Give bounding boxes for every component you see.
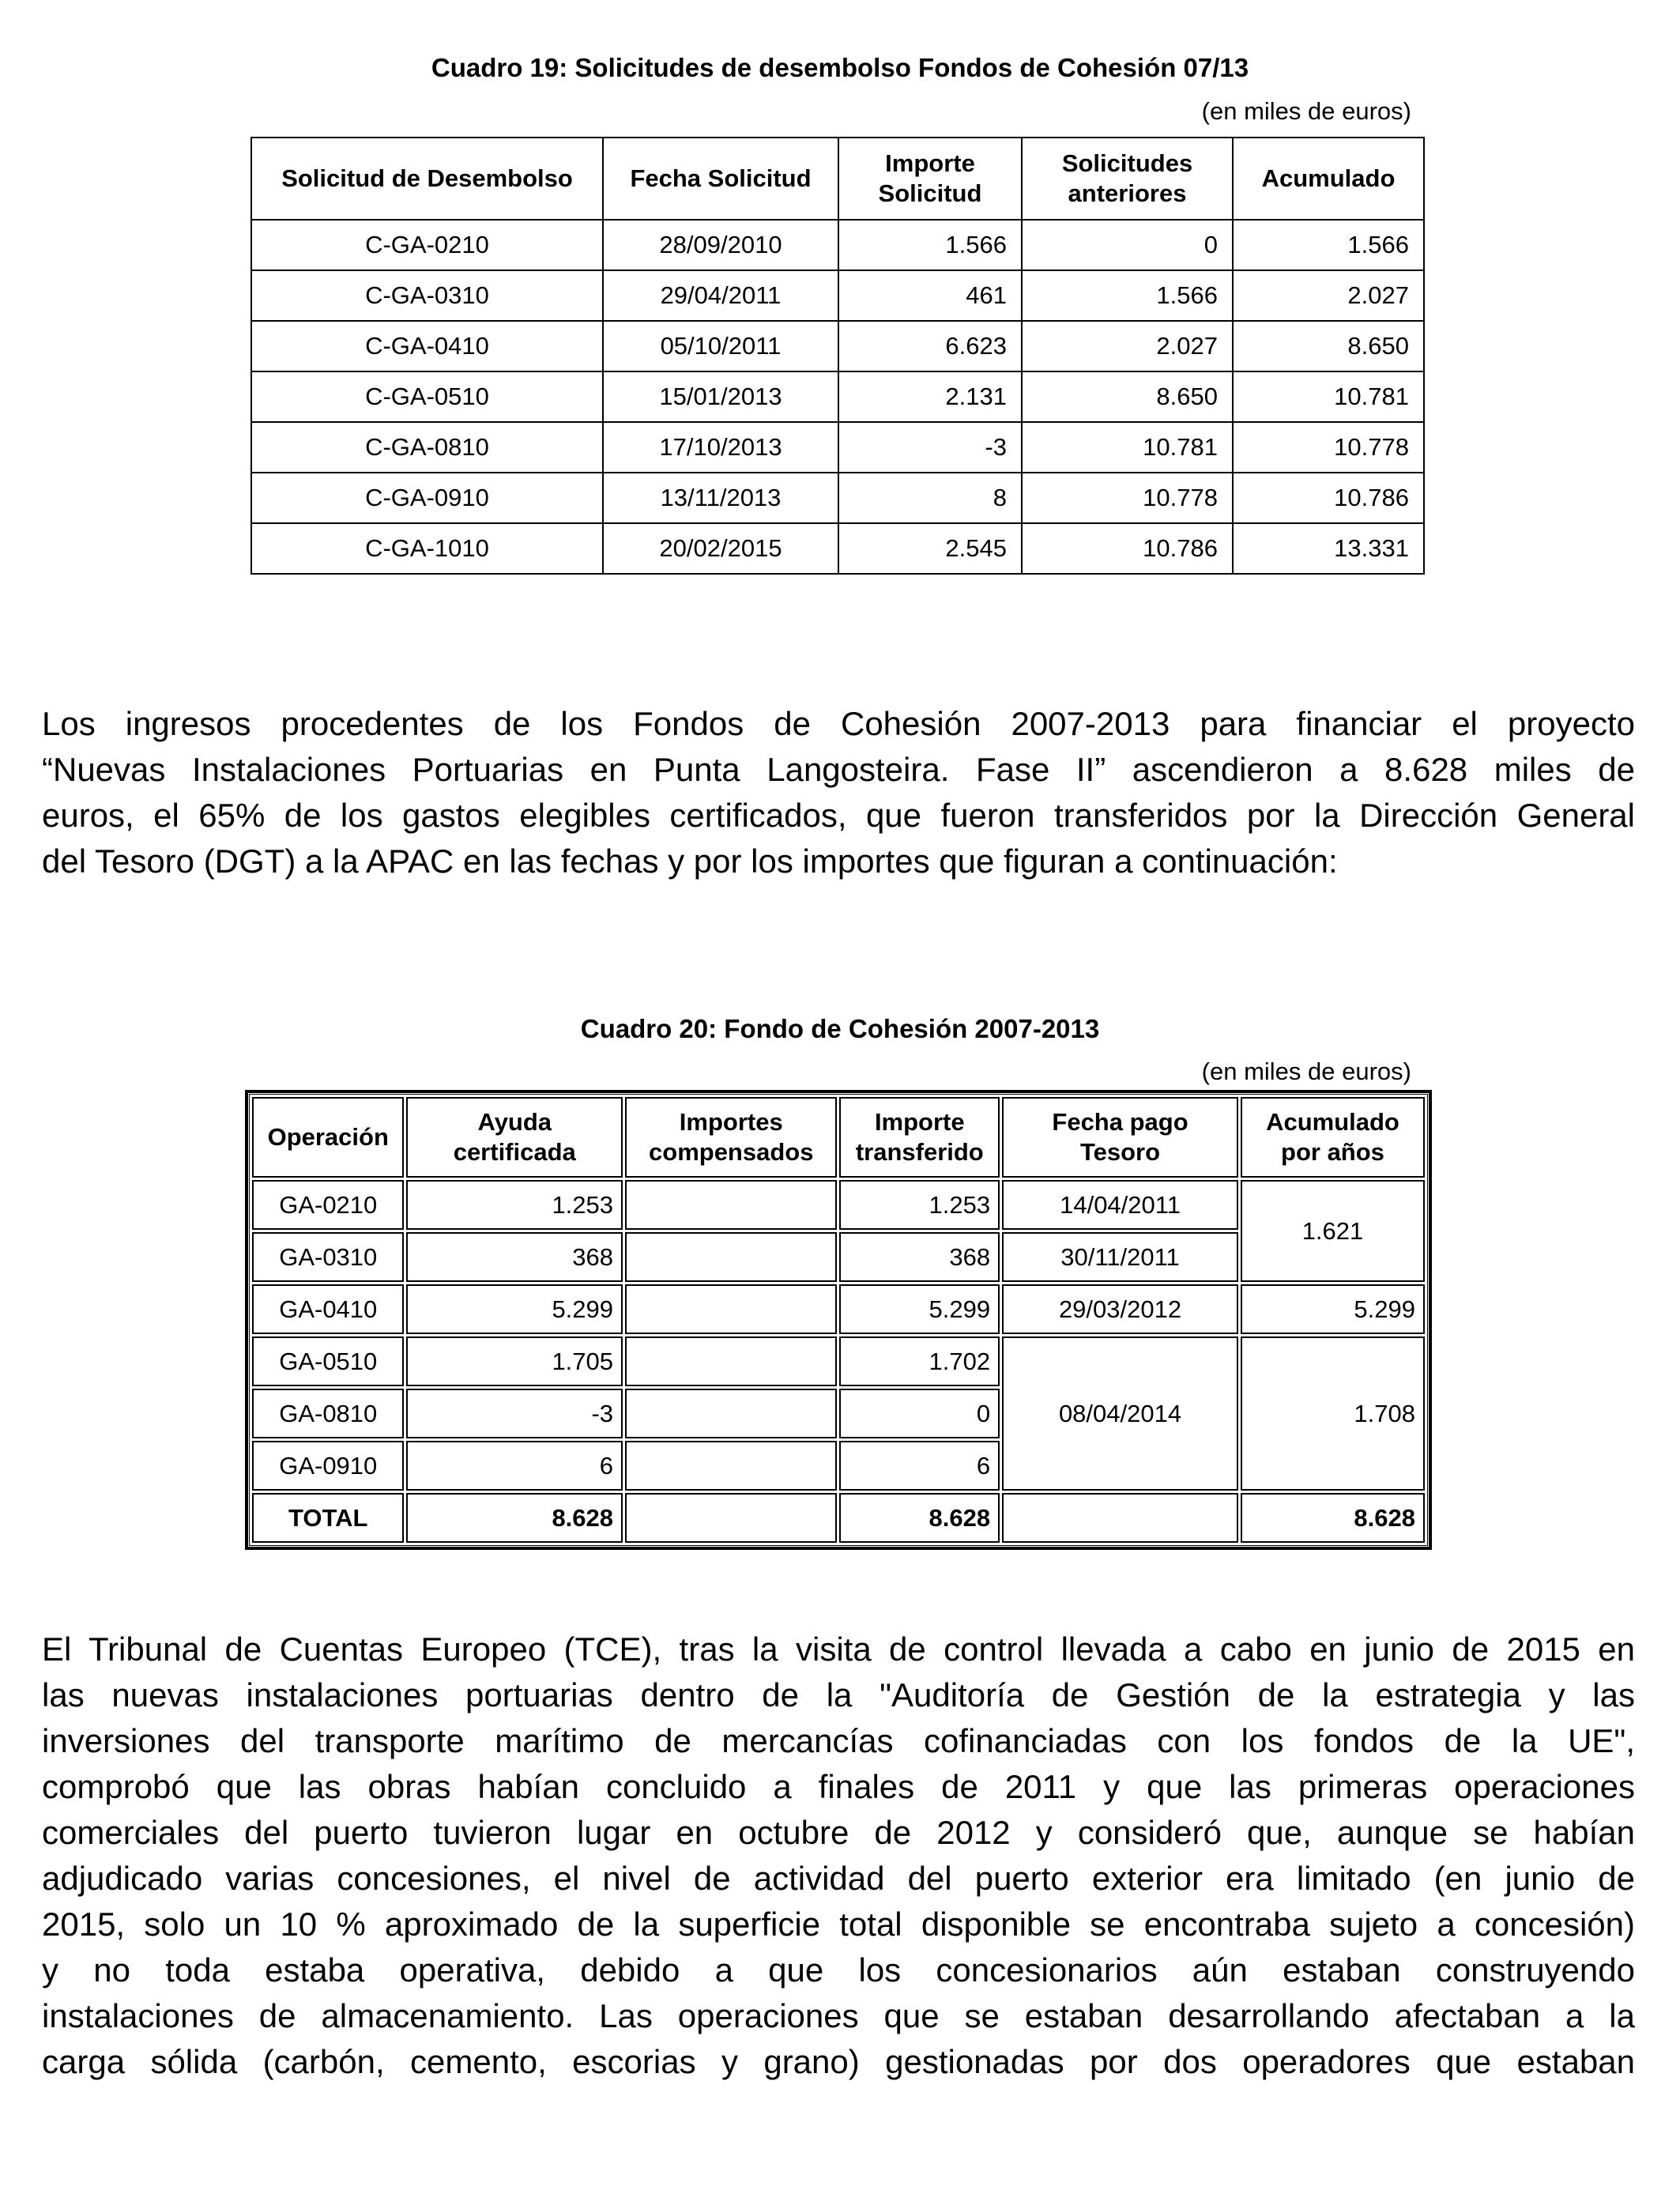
cell-ayuda: 6 <box>406 1441 623 1491</box>
table19-header-anteriores <box>1022 138 1233 220</box>
table19 <box>250 137 1425 575</box>
header-line: Solicitud <box>878 179 982 207</box>
cell-ayuda: 1.253 <box>406 1180 623 1230</box>
table-row <box>251 473 1424 523</box>
cell-operacion: GA-0410 <box>252 1284 404 1334</box>
table19-header-fecha: Fecha Solicitud <box>603 138 838 220</box>
cell-transferido: 6 <box>839 1441 1000 1491</box>
cell-fecha: 30/11/2011 <box>1002 1232 1238 1282</box>
cell-acumulado-2012: 5.299 <box>1241 1284 1425 1334</box>
header-line: Importe <box>874 1108 965 1136</box>
table19-header-solicitud: Solicitud de Desembolso <box>251 138 603 220</box>
header-line: Ayuda <box>477 1108 552 1136</box>
cell-importe: 461 <box>838 270 1022 321</box>
cell-compensados <box>625 1232 837 1282</box>
table-row <box>251 270 1424 321</box>
cell-solicitud: C-GA-0310 <box>251 270 603 321</box>
table20-units: (en miles de euros) <box>1201 1057 1411 1085</box>
paragraph-line: comprobó que las obras habían concluido a finales de 2011 y que las primeras operaciones <box>42 1768 1635 1805</box>
header-line: certificada <box>453 1138 576 1166</box>
header-line: Solicitudes <box>1061 149 1193 177</box>
header-line: transferido <box>855 1138 984 1166</box>
cell-transferido: 1.253 <box>839 1180 1000 1230</box>
paragraph-line: 2015, solo un 10 % aproximado de la superficie total disponible se encontraba sujeto a concesión) <box>42 1906 1635 1943</box>
cell-transferido: 1.702 <box>839 1336 1000 1386</box>
table-row <box>251 321 1424 371</box>
cell-transferido: 5.299 <box>839 1284 1000 1334</box>
paragraph-line: carga sólida (carbón, cemento, escorias y grano) gestionadas por dos operadores que estaban <box>42 2043 1635 2080</box>
cell-operacion: GA-0310 <box>252 1232 404 1282</box>
cell-ayuda: 1.705 <box>406 1336 623 1386</box>
cell-fecha-2014: 08/04/2014 <box>1002 1336 1238 1491</box>
cell-ayuda: 5.299 <box>406 1284 623 1334</box>
cell-compensados <box>625 1284 837 1334</box>
table20-header-transferido <box>839 1097 1000 1178</box>
paragraph-1 <box>42 701 1635 884</box>
cell-compensados <box>625 1389 837 1438</box>
cell-solicitud: C-GA-1010 <box>251 523 603 574</box>
cell-solicitud: C-GA-0410 <box>251 321 603 371</box>
cell-anteriores: 10.786 <box>1022 523 1233 574</box>
cell-fecha: 20/02/2015 <box>603 523 838 574</box>
cell-solicitud: C-GA-0810 <box>251 422 603 473</box>
header-line: anteriores <box>1068 179 1187 207</box>
cell-ayuda: -3 <box>406 1389 623 1438</box>
header-line: Acumulado <box>1266 1108 1399 1136</box>
paragraph-line: “Nuevas Instalaciones Portuarias en Punta Langosteira. Fase II” ascendieron a 8.628 miles de <box>42 751 1635 788</box>
cell-fecha: 13/11/2013 <box>603 473 838 523</box>
cell-compensados <box>625 1180 837 1230</box>
cell-anteriores: 10.781 <box>1022 422 1233 473</box>
cell-fecha: 28/09/2010 <box>603 220 838 270</box>
header-line: por años <box>1281 1138 1384 1166</box>
cell-total-transferido: 8.628 <box>839 1493 1000 1543</box>
table20-total-row <box>252 1493 1425 1543</box>
table19-caption: Cuadro 19: Solicitudes de desembolso Fondos de Cohesión 07/13 <box>431 53 1249 82</box>
paragraph-line: Los ingresos procedentes de los Fondos de Cohesión 2007-2013 para financiar el proyecto <box>42 705 1635 742</box>
cell-solicitud: C-GA-0910 <box>251 473 603 523</box>
cell-solicitud: C-GA-0510 <box>251 371 603 422</box>
cell-acumulado-2011: 1.621 <box>1241 1180 1425 1282</box>
cell-importe: 6.623 <box>838 321 1022 371</box>
cell-fecha: 29/03/2012 <box>1002 1284 1238 1334</box>
cell-total-acumulado: 8.628 <box>1241 1493 1425 1543</box>
cell-acumulado: 1.566 <box>1233 220 1424 270</box>
paragraph-line: euros, el 65% de los gastos elegibles certificados, que fueron transferidos por la Dirección General <box>42 797 1635 834</box>
table20-caption: Cuadro 20: Fondo de Cohesión 2007-2013 <box>580 1014 1100 1043</box>
table20-header-ayuda <box>406 1097 623 1178</box>
paragraph-line: y no toda estaba operativa, debido a que los concesionarios aún estaban construyendo <box>42 1951 1635 1989</box>
cell-anteriores: 8.650 <box>1022 371 1233 422</box>
table-row <box>251 220 1424 270</box>
header-line: compensados <box>649 1138 814 1166</box>
cell-transferido: 368 <box>839 1232 1000 1282</box>
cell-fecha: 29/04/2011 <box>603 270 838 321</box>
table19-header-importe <box>838 138 1022 220</box>
cell-fecha: 05/10/2011 <box>603 321 838 371</box>
header-line: Tesoro <box>1079 1138 1161 1166</box>
cell-importe: 2.131 <box>838 371 1022 422</box>
paragraph-line: del Tesoro (DGT) a la APAC en las fechas y por los importes que figuran a continuación: <box>42 843 1338 880</box>
cell-acumulado: 2.027 <box>1233 270 1424 321</box>
cell-solicitud: C-GA-0210 <box>251 220 603 270</box>
cell-total-ayuda: 8.628 <box>406 1493 623 1543</box>
table-row <box>252 1284 1425 1334</box>
cell-ayuda: 368 <box>406 1232 623 1282</box>
cell-operacion: GA-0810 <box>252 1389 404 1438</box>
header-line: Fecha pago <box>1052 1108 1188 1136</box>
table19-units: (en miles de euros) <box>1201 97 1411 125</box>
paragraph-line: El Tribunal de Cuentas Europeo (TCE), tras la visita de control llevada a cabo en junio de 2015 en <box>42 1630 1635 1668</box>
cell-compensados <box>625 1441 837 1491</box>
cell-acumulado: 13.331 <box>1233 523 1424 574</box>
paragraph-line: instalaciones de almacenamiento. Las operaciones que se estaban desarrollando afectaban a la <box>42 1997 1635 2034</box>
table20-header-fecha <box>1002 1097 1238 1178</box>
cell-compensados <box>625 1336 837 1386</box>
header-line: Importe <box>885 149 975 177</box>
cell-acumulado: 10.778 <box>1233 422 1424 473</box>
cell-fecha: 14/04/2011 <box>1002 1180 1238 1230</box>
table-row <box>251 371 1424 422</box>
cell-anteriores: 1.566 <box>1022 270 1233 321</box>
table20-header-operacion: Operación <box>252 1097 404 1178</box>
cell-importe: -3 <box>838 422 1022 473</box>
paragraph-line: inversiones del transporte marítimo de mercancías cofinanciadas con los fondos de la UE", <box>42 1722 1635 1759</box>
cell-anteriores: 2.027 <box>1022 321 1233 371</box>
cell-importe: 8 <box>838 473 1022 523</box>
table19-header-acumulado: Acumulado <box>1233 138 1424 220</box>
table20-header-row <box>252 1097 1425 1178</box>
table-row <box>252 1336 1425 1386</box>
cell-importe: 2.545 <box>838 523 1022 574</box>
paragraph-line: comerciales del puerto tuvieron lugar en octubre de 2012 y consideró que, aunque se habían <box>42 1814 1635 1851</box>
cell-importe: 1.566 <box>838 220 1022 270</box>
cell-acumulado: 10.786 <box>1233 473 1424 523</box>
cell-operacion: GA-0210 <box>252 1180 404 1230</box>
table-row <box>252 1180 1425 1230</box>
cell-acumulado: 10.781 <box>1233 371 1424 422</box>
cell-acumulado-2014: 1.708 <box>1241 1336 1425 1491</box>
cell-fecha: 15/01/2013 <box>603 371 838 422</box>
table20 <box>247 1092 1430 1547</box>
paragraph-2 <box>42 1627 1635 2085</box>
table-row <box>251 422 1424 473</box>
cell-total-label: TOTAL <box>252 1493 404 1543</box>
cell-total-compensados <box>625 1493 837 1543</box>
cell-operacion: GA-0510 <box>252 1336 404 1386</box>
cell-total-fecha <box>1002 1493 1238 1543</box>
cell-operacion: GA-0910 <box>252 1441 404 1491</box>
cell-anteriores: 10.778 <box>1022 473 1233 523</box>
paragraph-line: adjudicado varias concesiones, el nivel de actividad del puerto exterior era limitado (en junio de <box>42 1860 1635 1897</box>
table19-header-row <box>251 138 1424 220</box>
cell-anteriores: 0 <box>1022 220 1233 270</box>
paragraph-line: las nuevas instalaciones portuarias dentro de la "Auditoría de Gestión de la estrategia y las <box>42 1676 1635 1713</box>
header-line: Importes <box>679 1108 783 1136</box>
cell-fecha: 17/10/2013 <box>603 422 838 473</box>
table20-header-compensados <box>625 1097 837 1178</box>
cell-transferido: 0 <box>839 1389 1000 1438</box>
cell-acumulado: 8.650 <box>1233 321 1424 371</box>
table-row <box>251 523 1424 574</box>
table20-header-acumulado <box>1241 1097 1425 1178</box>
